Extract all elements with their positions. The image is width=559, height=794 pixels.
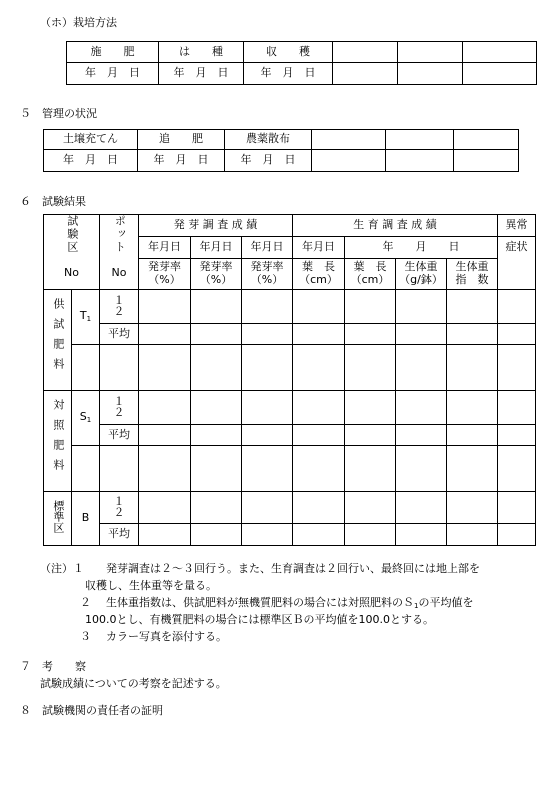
data-cell[interactable] <box>447 524 498 546</box>
data-cell[interactable] <box>293 345 345 391</box>
data-cell[interactable] <box>242 446 293 492</box>
data-cell[interactable] <box>396 446 447 492</box>
data-cell[interactable] <box>447 290 498 324</box>
note-2-line-b: 100.0とし、有機質肥料の場合には標準区Ｂの平均値を100.0とする。 <box>85 613 434 626</box>
group-symbol-sub: 1 <box>86 416 92 425</box>
blank-cell[interactable] <box>72 446 100 492</box>
data-cell[interactable] <box>242 425 293 446</box>
note-3-number: ３ <box>80 630 91 643</box>
germination-rate-unit: （%） <box>250 273 284 286</box>
leaf-length-label: 葉 長 <box>302 260 335 274</box>
data-cell[interactable] <box>293 425 345 446</box>
date-header: 年月日 <box>139 237 191 259</box>
date-cell[interactable]: 年 月 日 <box>244 63 333 85</box>
data-cell[interactable] <box>447 345 498 391</box>
germination-rate-label: 発芽率 <box>250 260 284 274</box>
germination-rate-label: 発芽率 <box>148 260 181 274</box>
pot-number-cell <box>100 492 139 524</box>
weight-unit: （g/鉢） <box>399 273 443 286</box>
pot-2: ２ <box>113 405 125 419</box>
group-label-text: 標準区 <box>51 500 65 534</box>
data-cell[interactable] <box>498 345 536 391</box>
data-cell[interactable] <box>293 324 345 345</box>
blank-cell[interactable] <box>72 345 100 391</box>
group-label-control <box>44 391 72 492</box>
date-cell[interactable]: 年 月 日 <box>159 63 244 85</box>
group-label-standard <box>44 492 72 546</box>
germination-rate-unit: （%） <box>199 273 233 286</box>
date-cell[interactable]: 年 月 日 <box>225 150 312 172</box>
data-cell[interactable] <box>139 524 191 546</box>
topdressing-header: 追 肥 <box>138 130 225 150</box>
data-cell[interactable] <box>139 391 191 425</box>
fertilization-header: 施 肥 <box>67 42 159 63</box>
germination-rate-unit: （%） <box>148 273 181 286</box>
consideration-heading: ７ 考 察 <box>20 660 86 673</box>
plot-no-header: No <box>44 259 100 290</box>
group-symbol-s1 <box>72 391 100 446</box>
pot-number-cell <box>100 391 139 425</box>
pesticide-header: 農薬散布 <box>225 130 312 150</box>
group-symbol: T <box>79 309 87 323</box>
results-table <box>43 214 536 546</box>
blank-cell[interactable] <box>100 446 139 492</box>
data-cell[interactable] <box>396 324 447 345</box>
data-cell[interactable] <box>242 492 293 524</box>
plot-header-label: 試験区 <box>65 215 79 255</box>
data-cell[interactable] <box>345 345 396 391</box>
pot-header <box>100 215 139 259</box>
blank-cell[interactable] <box>100 345 139 391</box>
data-cell[interactable] <box>396 345 447 391</box>
note-2-line-a <box>106 594 473 610</box>
average-cell: 平均 <box>100 324 139 345</box>
note-1-line-a: 発芽調査は２～３回行う。また、生育調査は２回行い、最終回には地上部を <box>106 562 480 575</box>
management-heading: ５ 管理の状況 <box>20 107 97 120</box>
data-cell[interactable] <box>345 425 396 446</box>
data-cell[interactable] <box>293 290 345 324</box>
note-2-number: ２ <box>80 596 91 609</box>
date-cell[interactable]: 年 月 日 <box>138 150 225 172</box>
date-header: 年月日 <box>242 237 293 259</box>
weight-index-label-2: 指 数 <box>455 273 489 286</box>
data-cell[interactable] <box>498 290 536 324</box>
group-symbol: B <box>81 511 90 525</box>
data-cell[interactable] <box>191 391 242 425</box>
data-cell[interactable] <box>345 324 396 345</box>
blank-cell[interactable] <box>463 63 537 85</box>
germination-rate-header <box>139 259 191 290</box>
data-cell[interactable] <box>447 391 498 425</box>
data-cell[interactable] <box>293 446 345 492</box>
data-cell[interactable] <box>191 524 242 546</box>
blank-cell[interactable] <box>386 130 454 150</box>
date-cell[interactable]: 年 月 日 <box>44 150 138 172</box>
pot-2: ２ <box>113 304 125 318</box>
blank-cell[interactable] <box>454 130 519 150</box>
weight-header <box>396 259 447 290</box>
group-symbol-t1 <box>72 290 100 345</box>
germination-title: 発 芽 調 査 成 績 <box>139 215 293 237</box>
data-cell[interactable] <box>396 391 447 425</box>
group-label-text: 供試肥料 <box>51 298 65 379</box>
data-cell[interactable] <box>242 345 293 391</box>
data-cell[interactable] <box>191 425 242 446</box>
data-cell[interactable] <box>345 492 396 524</box>
pot-2: ２ <box>113 505 125 519</box>
note-1-prefix: （注）１ <box>40 562 84 575</box>
data-cell[interactable] <box>498 425 536 446</box>
data-cell[interactable] <box>396 290 447 324</box>
management-table <box>43 129 519 172</box>
pot-number-cell <box>100 290 139 324</box>
blank-cell[interactable] <box>398 42 463 63</box>
pot-no-header: No <box>100 259 139 290</box>
data-cell[interactable] <box>396 425 447 446</box>
data-cell[interactable] <box>498 391 536 425</box>
note-1-line-b: 収穫し、生体重等を量る。 <box>85 579 217 592</box>
date-cell[interactable]: 年 月 日 <box>67 63 159 85</box>
data-cell[interactable] <box>447 492 498 524</box>
average-cell: 平均 <box>100 524 139 546</box>
data-cell[interactable] <box>293 524 345 546</box>
group-symbol-b <box>72 492 100 546</box>
data-cell[interactable] <box>498 492 536 524</box>
data-cell[interactable] <box>191 290 242 324</box>
cultivation-heading: （ホ）栽培方法 <box>40 16 117 29</box>
date-span-header: 年 月 日 <box>345 237 498 259</box>
blank-cell[interactable] <box>333 42 398 63</box>
blank-cell[interactable] <box>454 150 519 172</box>
data-cell[interactable] <box>396 492 447 524</box>
harvest-header: 収 穫 <box>244 42 333 63</box>
group-symbol: S <box>79 410 87 424</box>
data-cell[interactable] <box>139 324 191 345</box>
data-cell[interactable] <box>139 345 191 391</box>
data-cell[interactable] <box>498 524 536 546</box>
data-cell[interactable] <box>345 446 396 492</box>
cultivation-table <box>66 41 537 85</box>
pot-1: １ <box>113 494 125 508</box>
group-label-test <box>44 290 72 391</box>
blank-cell[interactable] <box>398 63 463 85</box>
data-cell[interactable] <box>498 446 536 492</box>
data-cell[interactable] <box>139 425 191 446</box>
weight-index-label-1: 生体重 <box>455 260 489 274</box>
date-header: 年月日 <box>191 237 242 259</box>
blank-cell[interactable] <box>463 42 537 63</box>
data-cell[interactable] <box>345 524 396 546</box>
data-cell[interactable] <box>345 290 396 324</box>
data-cell[interactable] <box>396 524 447 546</box>
data-cell[interactable] <box>498 324 536 345</box>
group-label-text: 対照肥料 <box>51 399 65 480</box>
data-cell[interactable] <box>293 492 345 524</box>
pot-1: １ <box>113 394 125 408</box>
consideration-text: 試験成績についての考察を記述する。 <box>40 677 227 690</box>
note-2-text-end: の平均値を <box>418 596 474 609</box>
growth-title: 生 育 調 査 成 績 <box>293 215 498 237</box>
date-header: 年月日 <box>293 237 345 259</box>
data-cell[interactable] <box>447 324 498 345</box>
leaf-length-unit: （cm） <box>350 273 390 286</box>
data-cell[interactable] <box>345 391 396 425</box>
blank-cell[interactable] <box>312 150 386 172</box>
pot-1: １ <box>113 293 125 307</box>
results-heading: ６ 試験結果 <box>20 195 86 208</box>
data-cell[interactable] <box>139 290 191 324</box>
leaf-length-label: 葉 長 <box>353 260 387 274</box>
data-cell[interactable] <box>242 290 293 324</box>
data-cell[interactable] <box>242 391 293 425</box>
leaf-length-header <box>345 259 396 290</box>
germination-rate-label: 発芽率 <box>199 260 233 274</box>
leaf-length-unit: （cm） <box>299 273 338 286</box>
sowing-header: は 種 <box>159 42 244 63</box>
data-cell[interactable] <box>191 345 242 391</box>
certification-heading: ８ 試験機関の責任者の証明 <box>20 704 163 717</box>
leaf-length-header <box>293 259 345 290</box>
data-cell[interactable] <box>293 391 345 425</box>
abnormal-blank[interactable] <box>498 259 536 290</box>
data-cell[interactable] <box>139 446 191 492</box>
data-cell[interactable] <box>242 324 293 345</box>
weight-label: 生体重 <box>404 260 438 274</box>
data-cell[interactable] <box>242 524 293 546</box>
data-cell[interactable] <box>191 492 242 524</box>
soil-fill-header: 土壌充てん <box>44 130 138 150</box>
data-cell[interactable] <box>139 492 191 524</box>
plot-header <box>44 215 100 259</box>
germination-rate-header <box>191 259 242 290</box>
average-cell: 平均 <box>100 425 139 446</box>
note-2-sub: 1 <box>414 602 419 610</box>
data-cell[interactable] <box>447 446 498 492</box>
data-cell[interactable] <box>447 425 498 446</box>
germination-rate-header <box>242 259 293 290</box>
data-cell[interactable] <box>191 446 242 492</box>
note-2-text: 生体重指数は、供試肥料が無機質肥料の場合には対照肥料のＳ <box>106 596 414 609</box>
note-3-text: カラー写真を添付する。 <box>106 630 227 643</box>
group-symbol-sub: 1 <box>86 315 92 324</box>
blank-cell[interactable] <box>312 130 386 150</box>
blank-cell[interactable] <box>333 63 398 85</box>
abnormal-title: 異常 <box>498 215 536 237</box>
pot-header-label: ポット <box>113 215 127 255</box>
weight-index-header <box>447 259 498 290</box>
blank-cell[interactable] <box>386 150 454 172</box>
data-cell[interactable] <box>191 324 242 345</box>
abnormal-subtitle: 症状 <box>498 237 536 259</box>
